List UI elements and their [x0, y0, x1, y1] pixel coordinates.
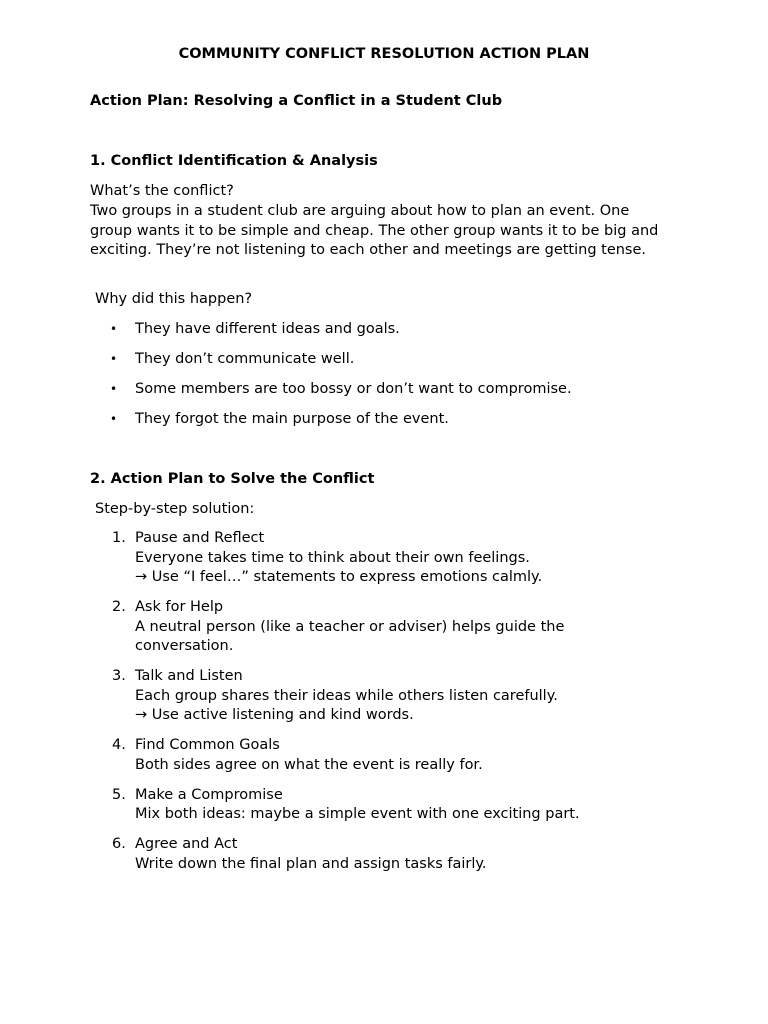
- step-title: Find Common Goals: [135, 737, 280, 753]
- step-title: Ask for Help: [135, 599, 224, 615]
- steps-list: [90, 529, 650, 885]
- step-item: [90, 529, 650, 588]
- list-item: [90, 380, 650, 400]
- step-number: 6.: [112, 836, 126, 852]
- step-number: 5.: [112, 786, 126, 803]
- step-item: [90, 736, 650, 775]
- step-item: [90, 667, 650, 726]
- cause-list: [90, 320, 650, 440]
- list-item: [90, 410, 650, 430]
- cause-text: Some members are too bossy or don’t want to compromise.: [135, 381, 572, 397]
- step-extra: → Use “I feel…” statements to express emotions calmly.: [135, 569, 543, 585]
- step-detail: Everyone takes time to think about their own feelings.: [135, 549, 530, 566]
- document-subtitle: Action Plan: Resolving a Conflict in a Student Club: [90, 93, 503, 109]
- step-title: Make a Compromise: [135, 786, 283, 803]
- bullet-icon: •: [110, 382, 118, 396]
- step-extra: → Use active listening and kind words.: [135, 707, 414, 723]
- cause-text: They forgot the main purpose of the event.: [135, 411, 449, 427]
- step-item: [90, 835, 650, 874]
- step-detail: Each group shares their ideas while others listen carefully.: [135, 687, 558, 704]
- step-number: 1.: [112, 530, 126, 546]
- step-item: [90, 598, 650, 657]
- step-detail: Mix both ideas: maybe a simple event with one exciting part.: [135, 806, 580, 822]
- document-title: COMMUNITY CONFLICT RESOLUTION ACTION PLAN: [178, 46, 590, 62]
- section-2-heading: 2. Action Plan to Solve the Conflict: [90, 471, 375, 487]
- list-item: [90, 350, 650, 370]
- step-title: Talk and Listen: [135, 668, 243, 684]
- step-detail: Write down the final plan and assign tasks fairly.: [135, 855, 487, 872]
- step-number: 4.: [112, 737, 126, 753]
- section-1-heading: 1. Conflict Identification & Analysis: [90, 153, 378, 169]
- step-title: Pause and Reflect: [135, 530, 265, 546]
- bullet-icon: •: [110, 322, 118, 336]
- list-item: [90, 320, 650, 340]
- step-title: Agree and Act: [135, 836, 238, 852]
- step-number: 2.: [112, 599, 126, 615]
- conflict-question: What’s the conflict?: [90, 183, 234, 199]
- cause-text: They have different ideas and goals.: [135, 321, 400, 337]
- bullet-icon: •: [110, 352, 118, 366]
- bullet-icon: •: [110, 412, 118, 426]
- cause-question: Why did this happen?: [95, 291, 253, 307]
- step-item: [90, 786, 650, 825]
- conflict-description: Two groups in a student club are arguing about how to plan an event. One group wants it to be simple and cheap. The other group wants it to be big and exciting. They’re not listening to each other and meetings are getting tense.: [90, 203, 659, 258]
- step-detail: A neutral person (like a teacher or adviser) helps guide the conversation.: [135, 618, 565, 654]
- steps-intro: Step-by-step solution:: [95, 501, 255, 517]
- cause-text: They don’t communicate well.: [135, 351, 355, 367]
- step-detail: Both sides agree on what the event is really for.: [135, 756, 483, 773]
- step-number: 3.: [112, 668, 126, 684]
